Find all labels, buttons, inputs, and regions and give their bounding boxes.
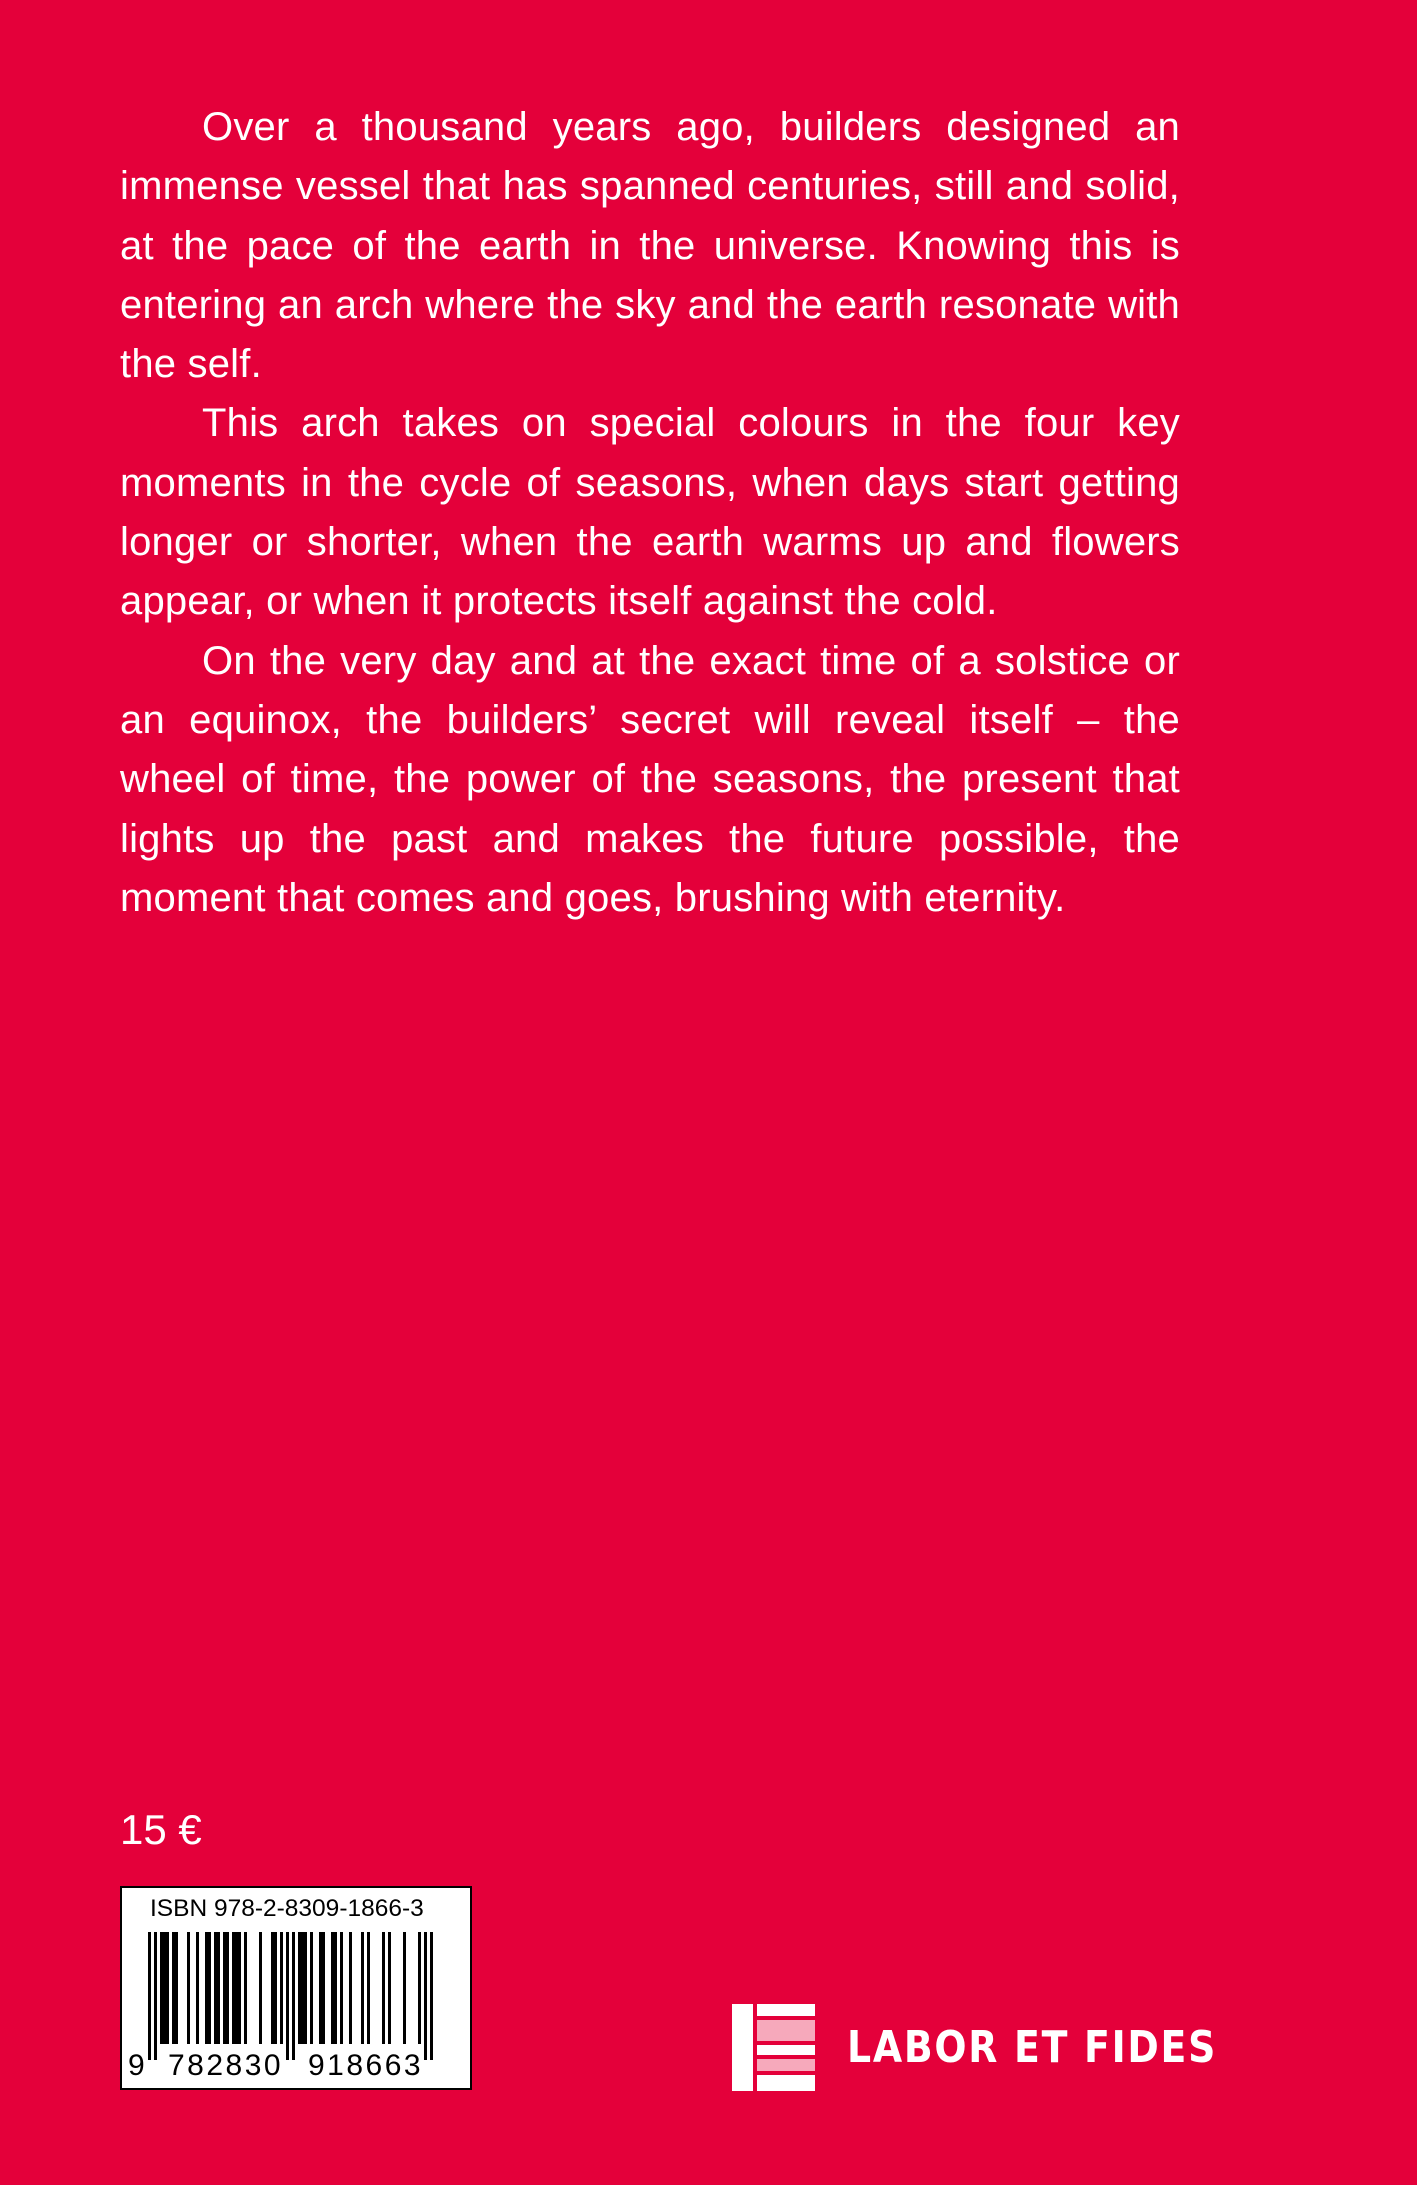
- barcode-bar: [244, 1932, 247, 2044]
- isbn-barcode: [120, 1886, 472, 2090]
- barcode-digits-right: 918663: [308, 2049, 424, 2082]
- barcode-bar: [238, 1932, 241, 2044]
- labor-et-fides-logo-icon: [732, 2004, 815, 2091]
- barcode-bar: [166, 1932, 169, 2044]
- blurb-text: [120, 98, 1180, 928]
- barcode-bar: [214, 1932, 217, 2044]
- barcode-bar: [301, 1932, 304, 2044]
- barcode-bar: [286, 1932, 289, 2060]
- barcode-bar: [172, 1932, 175, 2044]
- barcode-bar: [205, 1932, 208, 2044]
- barcode-digit-first: 9: [128, 2049, 145, 2082]
- barcode-bar: [349, 1932, 352, 2044]
- barcode-bar: [154, 1932, 157, 2060]
- barcode-bar: [160, 1932, 163, 2044]
- blurb-paragraph-1: Over a thousand years ago, builders designed an immense vessel that has spanned centuries, still and solid, at the pace of the earth in the universe. Knowing this is entering an arch where the sky and the earth resonate with the self.: [120, 105, 1180, 387]
- publisher-name: LABOR ET FIDES: [847, 2021, 1218, 2073]
- barcode-bar: [430, 1932, 433, 2060]
- barcode-bar: [331, 1932, 334, 2044]
- barcode-bar: [226, 1932, 229, 2044]
- barcode-bar: [196, 1932, 199, 2044]
- barcode-bar: [163, 1932, 166, 2044]
- barcode-bar: [259, 1932, 262, 2044]
- barcode-bar: [322, 1932, 325, 2044]
- barcode-bar: [418, 1932, 421, 2044]
- barcode-digits-left: 782830: [168, 2049, 284, 2082]
- barcode-bar: [304, 1932, 307, 2044]
- barcode-bar: [361, 1932, 364, 2044]
- barcode-bar: [235, 1932, 238, 2044]
- barcode-bar: [208, 1932, 211, 2044]
- barcode-bar: [382, 1932, 385, 2044]
- barcode-bar: [280, 1932, 283, 2044]
- barcode-bar: [175, 1932, 178, 2044]
- barcode-bar: [232, 1932, 235, 2044]
- barcode-bar: [298, 1932, 301, 2044]
- blurb-paragraph-2: This arch takes on special colours in the four key moments in the cycle of seasons, when days start getting longer or shorter, when the earth warms up and flowers appear, or when it protects itself against the cold.: [120, 401, 1180, 624]
- barcode-bar: [340, 1932, 343, 2044]
- barcode-bar: [310, 1932, 313, 2044]
- barcode-bar: [388, 1932, 391, 2044]
- barcode-bar: [319, 1932, 322, 2044]
- price-label: 15 €: [120, 1806, 202, 1853]
- barcode-bar: [217, 1932, 220, 2044]
- barcode-bar: [334, 1932, 337, 2044]
- blurb-paragraph-3: On the very day and at the exact time of a solstice or an equinox, the builders’ secret will reveal itself – the wheel of time, the power of the seasons, the present that lights up the past and makes the future possible, the moment that comes and goes, brushing with eternity.: [120, 638, 1180, 920]
- barcode-bar: [367, 1932, 370, 2044]
- publisher-logo: [732, 2004, 1277, 2091]
- isbn-number: ISBN 978-2-8309-1866-3: [150, 1895, 424, 1922]
- barcode-bar: [223, 1932, 226, 2044]
- barcode-bar: [274, 1932, 277, 2044]
- barcode-bar: [424, 1932, 427, 2060]
- barcode-bar: [403, 1932, 406, 2044]
- barcode-bar: [271, 1932, 274, 2044]
- barcode-bar: [292, 1932, 295, 2060]
- barcode-bars-icon: [148, 1932, 448, 2062]
- barcode-bar: [187, 1932, 190, 2044]
- barcode-bar: [148, 1932, 151, 2060]
